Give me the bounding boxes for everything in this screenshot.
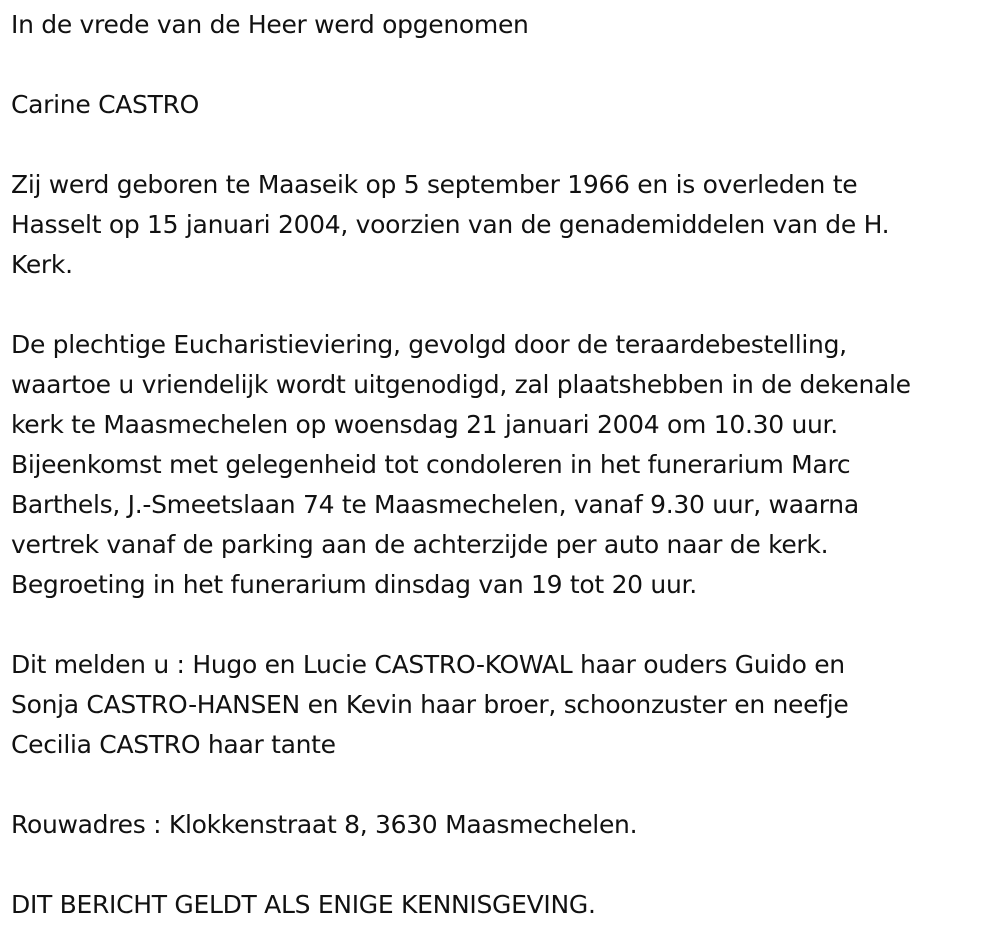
deceased-name: Carine CASTRO [11, 90, 200, 119]
text-line: Barthels, J.-Smeetslaan 74 te Maasmechelen, vanaf 9.30 uur, waarna [11, 490, 859, 519]
text-line: Begroeting in het funerarium dinsdag van 19 tot 20 uur. [11, 570, 697, 599]
text-line: Dit melden u : Hugo en Lucie CASTRO-KOWAL haar ouders Guido en [11, 650, 845, 679]
birth-death-paragraph [11, 165, 996, 285]
text-line: Cecilia CASTRO haar tante [11, 730, 336, 759]
text-line: De plechtige Eucharistieviering, gevolgd door de teraardebestelling, [11, 330, 847, 359]
text-line: Bijeenkomst met gelegenheid tot condoleren in het funerarium Marc [11, 450, 851, 479]
death-notice [11, 5, 996, 925]
text-line: kerk te Maasmechelen op woensdag 21 januari 2004 om 10.30 uur. [11, 410, 838, 439]
text-line: Kerk. [11, 250, 73, 279]
text-line: vertrek vanaf de parking aan de achterzijde per auto naar de kerk. [11, 530, 829, 559]
text-line: waartoe u vriendelijk wordt uitgenodigd, zal plaatshebben in de dekenale [11, 370, 911, 399]
ceremony-paragraph [11, 325, 996, 605]
family-paragraph [11, 645, 996, 765]
text-line: Sonja CASTRO-HANSEN en Kevin haar broer, schoonzuster en neefje [11, 690, 849, 719]
mourning-address: Rouwadres : Klokkenstraat 8, 3630 Maasmechelen. [11, 810, 638, 839]
intro-line: In de vrede van de Heer werd opgenomen [11, 10, 529, 39]
text-line: Hasselt op 15 januari 2004, voorzien van de genademiddelen van de H. [11, 210, 890, 239]
closing-statement: DIT BERICHT GELDT ALS ENIGE KENNISGEVING. [11, 890, 596, 919]
text-line: Zij werd geboren te Maaseik op 5 september 1966 en is overleden te [11, 170, 858, 199]
